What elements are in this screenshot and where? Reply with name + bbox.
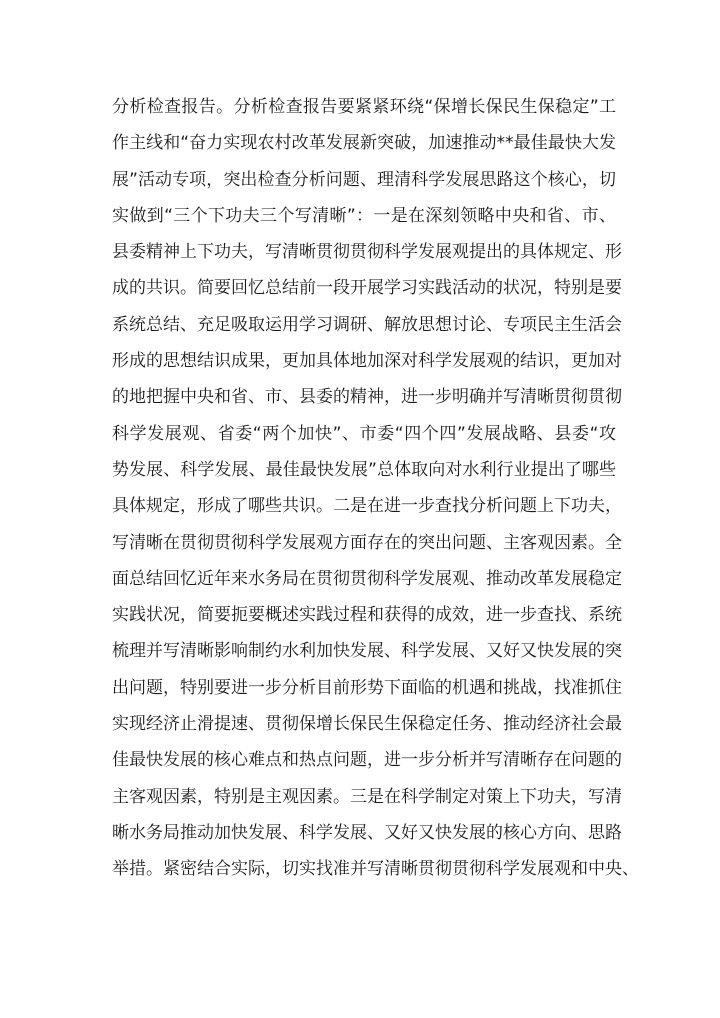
text-line: 出问题，特别要进一步分析目前形势下面临的机遇和挑战，找准抓住 (112, 677, 622, 698)
body-paragraph (112, 89, 639, 888)
text-line: 梳理并写清晰影响制约水利加快发展、科学发展、又好又快发展的突 (112, 641, 622, 662)
text-line: 县委精神上下功夫，写清晰贯彻贯彻科学发展观提出的具体规定、形 (112, 242, 622, 263)
text-line: 成的共识。简要回忆总结前一段开展学习实践活动的状况，特别是要 (112, 278, 622, 299)
text-line: 的地把握中央和省、市、县委的精神，进一步明确并写清晰贯彻贯彻 (112, 387, 622, 408)
text-line: 势发展、科学发展、最佳最快发展”总体取向对水利行业提出了哪些 (112, 459, 616, 480)
text-line: 科学发展观、省委“两个加快”、市委“四个四”发展战略、县委“攻 (112, 423, 616, 444)
text-line: 形成的思想结识成果，更加具体地加深对科学发展观的结识，更加对 (112, 351, 622, 372)
text-line: 晰水务局推动加快发展、科学发展、又好又快发展的核心方向、思路 (112, 822, 622, 843)
text-line: 实践状况，简要扼要概述实践过程和获得的成效，进一步查找、系统 (112, 605, 622, 626)
text-line: 举措。紧密结合实际，切实找准并写清晰贯彻贯彻科学发展观和中央、 (112, 859, 639, 880)
text-line: 具体规定，形成了哪些共识。二是在进一步查找分析问题上下功夫， (112, 496, 622, 517)
text-line: 实现经济止滑提速、贯彻保增长保民生保稳定任务、推动经济社会最 (112, 714, 622, 735)
text-line: 佳最快发展的核心难点和热点问题，进一步分析并写清晰存在问题的 (112, 750, 622, 771)
text-line: 分析检查报告。分析检查报告要紧紧环绕“保增长保民生保稳定”工 (112, 97, 616, 117)
text-line: 实做到“三个下功夫三个写清晰”：一是在深刻领略中央和省、市、 (112, 205, 616, 226)
text-line: 展”活动专项，突出检查分析问题、理清科学发展思路这个核心，切 (112, 169, 616, 190)
text-line: 面总结回忆近年来水务局在贯彻贯彻科学发展观、推动改革发展稳定 (112, 568, 622, 589)
text-line: 写清晰在贯彻贯彻科学发展观方面存在的突出问题、主客观因素。全 (112, 532, 622, 553)
text-line: 系统总结、充足吸取运用学习调研、解放思想讨论、专项民主生活会 (112, 314, 622, 335)
text-line: 主客观因素，特别是主观因素。三是在科学制定对策上下功夫，写清 (112, 786, 622, 807)
text-line: 作主线和“奋力实现农村改革发展新突破，加速推动**最佳最快大发 (112, 133, 616, 154)
